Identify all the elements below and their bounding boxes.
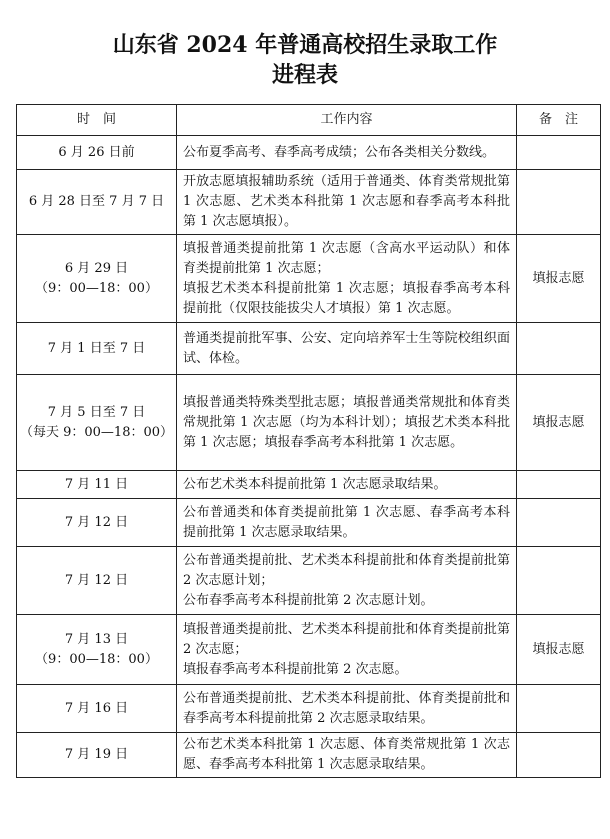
row-note (517, 685, 601, 733)
table-row (17, 615, 601, 685)
time-line: 7 月 12 日 (64, 572, 129, 588)
time-line: 7 月 5 日至 7 日 (47, 404, 146, 420)
table-row (17, 499, 601, 547)
row-time (17, 375, 177, 471)
row-note (517, 471, 601, 499)
row-content (177, 323, 517, 375)
row-note (517, 170, 601, 235)
row-time (17, 685, 177, 733)
content-line: 公布艺术类本科批第 1 次志愿、体育类常规批第 1 次志愿、春季高考本科批第 1 次志愿录取结果。 (183, 737, 510, 772)
time-line: （9：00—18：00） (35, 280, 158, 296)
table-row (17, 471, 601, 499)
row-content (177, 375, 517, 471)
table-row (17, 547, 601, 615)
table-row (17, 136, 601, 170)
header-content: 工作内容 (177, 105, 517, 136)
time-line: （每天 9：00—18：00） (19, 424, 174, 440)
content-line: 开放志愿填报辅助系统（适用于普通类、体育类常规批第 1 次志愿、艺术类本科批第 1 次志愿和春季高考本科批第 1 次志愿填报）。 (183, 174, 510, 229)
table-row (17, 733, 601, 778)
row-note (517, 499, 601, 547)
row-note: 填报志愿 (517, 235, 601, 323)
table-row (17, 375, 601, 471)
content-line: 普通类提前批军事、公安、定向培养军士生等院校组织面试、体检。 (183, 330, 510, 366)
time-line: （9：00—18：00） (35, 651, 158, 667)
time-line: 7 月 19 日 (64, 747, 129, 762)
row-time (17, 733, 177, 778)
time-line: 7 月 16 日 (64, 700, 129, 716)
row-content (177, 235, 517, 323)
page-title-line-2: 进程表 (271, 62, 338, 88)
table-header-row (17, 105, 601, 136)
content-line: 填报艺术类本科提前批第 1 次志愿；填报春季高考本科提前批（仅限技能拔尖人才填报）第 1 次志愿。 (183, 280, 510, 316)
content-line: 填报普通类提前批、艺术类本科提前批和体育类提前批第 2 次志愿； (183, 621, 510, 657)
row-time (17, 323, 177, 375)
time-line: 6 月 28 日至 7 月 7 日 (28, 194, 165, 209)
page-title (0, 30, 610, 90)
row-content (177, 170, 517, 235)
content-line: 填报普通类特殊类型批志愿；填报普通类常规批和体育类常规批第 1 次志愿（均为本科计划）；填报艺术类本科批第 1 次志愿；填报春季高考本科批第 1 次志愿。 (183, 394, 510, 450)
row-time (17, 235, 177, 323)
content-line: 公布普通类提前批、艺术类本科提前批和体育类提前批第 2 次志愿计划； (183, 552, 510, 588)
row-content (177, 136, 517, 170)
time-line: 7 月 13 日 (64, 631, 129, 647)
table-row (17, 685, 601, 733)
time-line: 7 月 1 日至 7 日 (47, 340, 146, 356)
row-content (177, 547, 517, 615)
row-time (17, 499, 177, 547)
content-line: 公布夏季高考、春季高考成绩；公布各类相关分数线。 (183, 144, 496, 160)
time-line: 7 月 12 日 (64, 514, 129, 530)
header-time: 时 间 (17, 105, 177, 136)
content-line: 公布普通类提前批、艺术类本科提前批、体育类提前批和春季高考本科提前批第 2 次志愿录取结果。 (183, 690, 510, 726)
schedule-table (16, 104, 601, 778)
content-line: 公布普通类和体育类提前批第 1 次志愿、春季高考本科提前批第 1 次志愿录取结果。 (183, 504, 510, 540)
table-row (17, 170, 601, 235)
row-note: 填报志愿 (517, 375, 601, 471)
row-time (17, 136, 177, 170)
content-line: 公布艺术类本科提前批第 1 次志愿录取结果。 (183, 476, 447, 492)
row-time (17, 170, 177, 235)
table-row (17, 323, 601, 375)
content-line: 填报普通类提前批第 1 次志愿（含高水平运动队）和体育类提前批第 1 次志愿； (183, 240, 510, 276)
content-line: 填报春季高考本科提前批第 2 次志愿。 (183, 661, 408, 677)
time-line: 6 月 29 日 (64, 260, 129, 276)
page-title-line-1: 山东省 2024 年普通高校招生录取工作 (112, 32, 498, 58)
time-line: 7 月 11 日 (64, 476, 129, 492)
table-row (17, 235, 601, 323)
row-note (517, 733, 601, 778)
row-content (177, 685, 517, 733)
content-line: 公布春季高考本科提前批第 2 次志愿计划。 (183, 592, 434, 608)
row-content (177, 615, 517, 685)
row-time (17, 547, 177, 615)
row-note (517, 547, 601, 615)
row-time (17, 615, 177, 685)
row-note: 填报志愿 (517, 615, 601, 685)
row-content (177, 499, 517, 547)
row-note (517, 323, 601, 375)
row-content (177, 733, 517, 778)
row-content (177, 471, 517, 499)
row-note (517, 136, 601, 170)
time-line: 6 月 26 日前 (58, 144, 135, 160)
header-note: 备 注 (517, 105, 601, 136)
row-time (17, 471, 177, 499)
